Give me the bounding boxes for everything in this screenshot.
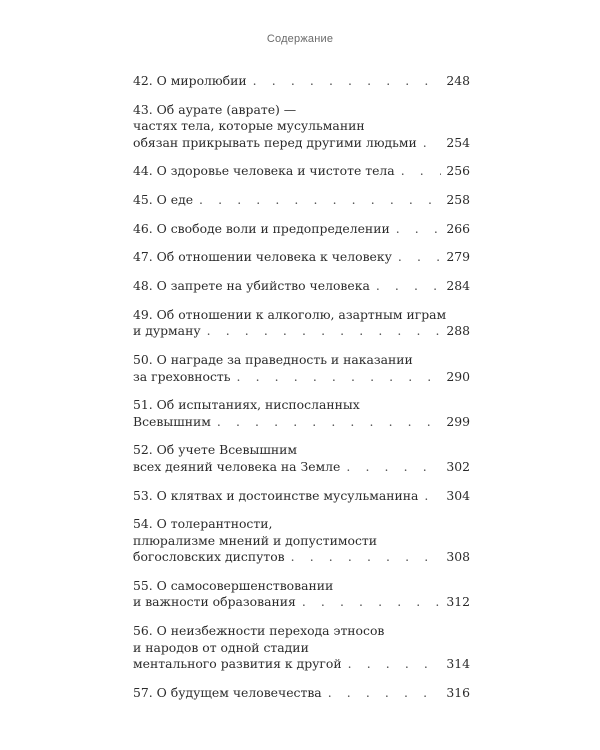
toc-entry-page-number: 304 <box>446 487 470 503</box>
toc-entry <box>133 192 470 209</box>
toc-entry-title-line: 57. О будущем человечества <box>133 684 322 700</box>
toc-entry <box>133 352 470 385</box>
toc-entry-title-line: за греховность <box>133 368 231 384</box>
toc-entry-page-number: 314 <box>446 656 470 672</box>
toc-entry-page-number: 308 <box>446 549 470 565</box>
toc-entry-last-line <box>133 249 470 266</box>
dot-leader <box>199 192 441 209</box>
toc-entry-last-line <box>133 221 470 238</box>
running-head: Содержание <box>266 33 334 45</box>
toc-entry-last-line <box>133 323 470 340</box>
dot-leader <box>401 163 442 180</box>
toc-entry-last-line <box>133 73 470 90</box>
dot-leader <box>302 594 442 611</box>
toc-entry <box>133 249 470 266</box>
toc-entry-last-line <box>133 488 470 505</box>
dot-leader <box>396 221 442 238</box>
dot-leader <box>346 459 441 476</box>
toc-entry-title-line: 42. О миролюбии <box>133 73 247 88</box>
toc-entry <box>133 278 470 295</box>
toc-entry-last-line <box>133 656 470 673</box>
toc-entry-last-line <box>133 278 470 295</box>
toc-entry <box>133 578 470 611</box>
toc-entry-title-line: 45. О еде <box>133 192 194 208</box>
dot-leader <box>328 685 442 702</box>
toc-entry-page-number: 299 <box>446 413 470 429</box>
toc-entry-last-line <box>133 459 470 476</box>
dot-leader <box>424 488 441 505</box>
toc-entry-last-line <box>133 685 470 702</box>
toc-entry-title-line: 51. Об испытаниях, ниспосланных <box>133 397 360 413</box>
toc-entry-page-number: 279 <box>446 249 470 265</box>
toc-entry-title-line: 48. О запрете на убийство человека <box>133 278 370 294</box>
toc-entry-title-line: 50. О награде за праведность и наказании <box>133 352 413 367</box>
toc-entry-title-line: 53. О клятвах и достоинстве мусульманина <box>133 487 419 503</box>
toc-entry-title-line: 43. Об аурате (аврате) — <box>133 101 297 117</box>
toc-entry-title-line: 56. О неизбежности перехода этносов <box>133 623 385 639</box>
toc-entry-last-line <box>133 135 470 152</box>
toc-entry-title-line: плюрализме мнений и допустимости <box>133 532 378 548</box>
toc-entry-page-number: 256 <box>446 163 470 179</box>
toc-entry-title-line: обязан прикрывать перед другими людьми <box>133 134 417 150</box>
dot-leader <box>423 135 442 152</box>
toc-entry <box>133 307 470 340</box>
toc-entry-page-number: 312 <box>446 594 470 610</box>
toc-entry-title-line: 46. О свободе воли и предопределении <box>133 220 390 236</box>
toc-entry-title-line: богословских диспутов <box>133 549 285 565</box>
toc-entry-page-number: 248 <box>446 73 470 88</box>
toc-entry-title-line: 54. О толерантности, <box>133 516 273 532</box>
dot-leader <box>253 73 442 90</box>
toc-entry-title-line: 47. Об отношении человека к человеку <box>133 249 392 265</box>
toc-entry-title-line: 55. О самосовершенствовании <box>133 577 334 593</box>
toc-entry <box>133 397 470 430</box>
toc-entry-title-line: всех деяний человека на Земле <box>133 458 341 474</box>
toc-entry-page-number: 288 <box>446 323 470 339</box>
toc-entry-title-line: и народов от одной стадии <box>133 639 309 655</box>
dot-leader <box>207 323 442 340</box>
toc-entry-page-number: 254 <box>446 134 470 150</box>
toc-entry <box>133 73 470 90</box>
toc-entry <box>133 221 470 238</box>
dot-leader <box>398 249 441 266</box>
dot-leader <box>217 414 441 431</box>
toc-entry-last-line <box>133 594 470 611</box>
toc-entry-title-line: частях тела, которые мусульманин <box>133 118 365 134</box>
toc-entry-last-line <box>133 192 470 209</box>
toc-entry-page-number: 266 <box>446 220 470 236</box>
toc-entry-title-line: 49. Об отношении к алкоголю, азартным играм <box>133 306 447 322</box>
dot-leader <box>291 549 442 566</box>
toc-entry <box>133 685 470 702</box>
dot-leader <box>376 278 441 295</box>
toc-entry-last-line <box>133 414 470 431</box>
toc-entry <box>133 163 470 180</box>
dot-leader <box>237 369 442 386</box>
toc-entry-title-line: и важности образования <box>133 594 296 610</box>
table-of-contents <box>133 73 470 714</box>
toc-entry-title-line: ментального развития к другой <box>133 656 342 672</box>
toc-entry-title-line: 44. О здоровье человека и чистоте тела <box>133 163 395 179</box>
toc-entry <box>133 102 470 152</box>
toc-entry-last-line <box>133 369 470 386</box>
toc-entry <box>133 516 470 566</box>
toc-entry <box>133 623 470 673</box>
dot-leader <box>348 656 442 673</box>
toc-entry-page-number: 316 <box>446 684 470 700</box>
toc-entry <box>133 488 470 505</box>
toc-entry-title-line: Всевышним <box>133 413 211 429</box>
toc-entry-page-number: 290 <box>446 368 470 384</box>
toc-entry-page-number: 302 <box>446 458 470 474</box>
toc-entry-title-line: и дурману <box>133 323 201 339</box>
toc-entry <box>133 442 470 475</box>
toc-entry-page-number: 284 <box>446 278 470 294</box>
toc-entry-title-line: 52. Об учете Всевышним <box>133 442 298 458</box>
toc-entry-last-line <box>133 549 470 566</box>
toc-entry-last-line <box>133 163 470 180</box>
toc-entry-page-number: 258 <box>446 192 470 208</box>
